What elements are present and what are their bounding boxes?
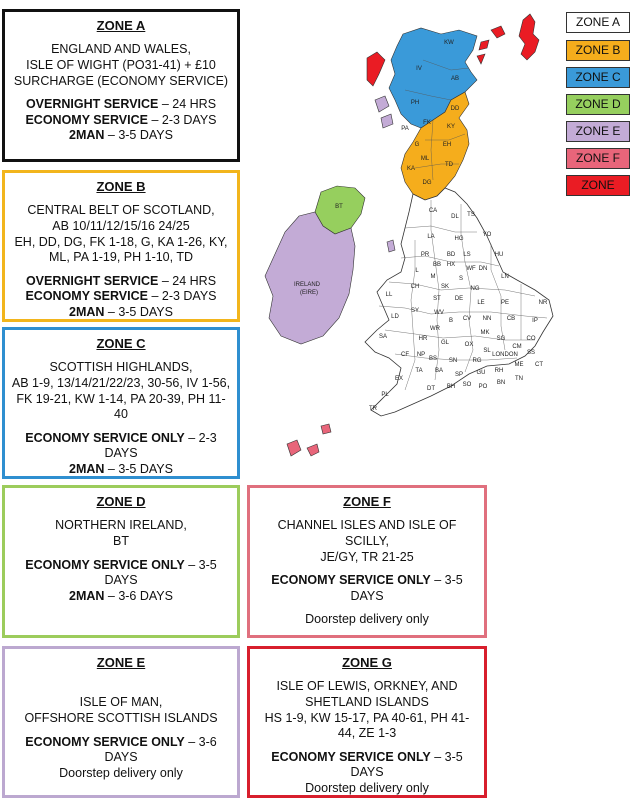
map-label-ireland: IRELAND: [293, 282, 321, 288]
zone-d-service: 2MAN – 3-6 DAYS: [69, 588, 173, 603]
isle-of-lewis: [367, 52, 385, 86]
zone-g-title: ZONE G: [342, 655, 392, 670]
map-label-l: L: [415, 268, 419, 274]
map-label-st: ST: [433, 296, 441, 302]
zone-g-service: ECONOMY SERVICE ONLY – 3-5 DAYS: [271, 749, 463, 780]
map-label-ld: LD: [391, 314, 399, 320]
map-label-cv: CV: [462, 316, 472, 322]
map-label-bh: BH: [446, 384, 456, 390]
map-label-cm: CM: [512, 344, 522, 350]
orkney-islands: [477, 26, 505, 64]
map-label-sk: SK: [440, 284, 450, 290]
zone-d-line: NORTHERN IRELAND,: [55, 518, 187, 533]
zone-d-title: ZONE D: [96, 494, 146, 509]
map-label-sp: SP: [454, 372, 464, 378]
map-label-ml: ML: [420, 156, 430, 162]
zone-b-service: OVERNIGHT SERVICE – 24 HRS: [25, 273, 217, 288]
map-label-po: PO: [478, 384, 488, 390]
map-label-london: LONDON: [492, 352, 518, 358]
map-label-g: G: [414, 142, 420, 148]
map-label-pl: PL: [381, 392, 389, 398]
zone-f-line: JE/GY, TR 21-25: [320, 549, 414, 564]
legend-item-7: ZONE: [566, 175, 630, 196]
map-label-eh: EH: [442, 142, 452, 148]
map-label-ca: CA: [428, 208, 438, 214]
map-label-m: M: [430, 274, 436, 280]
zone-e-title: ZONE E: [96, 655, 146, 670]
map-label-eire: (EIRE): [300, 290, 318, 296]
map-label-ky: KY: [446, 124, 456, 130]
map-label-wf: WF: [466, 266, 476, 272]
zone-b-line: CENTRAL BELT OF SCOTLAND,: [27, 203, 215, 218]
zone-b-title: ZONE B: [96, 179, 146, 194]
zone-f-line: SCILLY,: [344, 533, 389, 548]
map-label-ct: CT: [535, 362, 543, 368]
map-label-bs: BS: [428, 356, 438, 362]
zone-d-line: BT: [113, 533, 129, 548]
map-label-nn: NN: [482, 316, 492, 322]
map-label-hg: HG: [454, 236, 464, 242]
zone-e-box: [2, 646, 240, 798]
map-label-le: LE: [477, 300, 485, 306]
map-label-ls: LS: [463, 252, 471, 258]
zone-b-service: ECONOMY SERVICE – 2-3 DAYS: [25, 289, 217, 304]
map-label-sa: SA: [378, 334, 388, 340]
map-label-pe: PE: [500, 300, 510, 306]
zone-b-box: [2, 170, 240, 322]
zone-a-line: ENGLAND AND WALES,: [51, 42, 191, 57]
map-label-np: NP: [416, 352, 426, 358]
zone-a-line: SURCHARGE (ECONOMY SERVICE): [13, 73, 229, 88]
map-label-td: TD: [445, 162, 453, 168]
map-label-mk: MK: [480, 330, 490, 336]
map-label-ip: IP: [532, 318, 538, 324]
zone-e-line: OFFSHORE SCOTTISH ISLANDS: [24, 710, 218, 725]
map-label-yo: YO: [482, 232, 492, 238]
zone-e-note: Doorstep delivery only: [59, 765, 183, 780]
map-label-b: B: [448, 318, 454, 324]
map-label-cb: CB: [506, 316, 516, 322]
inner-hebrides: [375, 96, 393, 128]
map-label-rh: RH: [494, 368, 504, 374]
zone-f-line: CHANNEL ISLES AND ISLE OF: [277, 518, 457, 533]
map-label-kw: KW: [444, 40, 454, 46]
map-label-cf: CF: [401, 352, 409, 358]
isle-of-man: [387, 240, 395, 252]
zone-c-line: FK 19-21, KW 1-14, PA 20-39, PH 11-: [16, 391, 226, 406]
zone-g-line: HS 1-9, KW 15-17, PA 40-61, PH 41-: [264, 710, 470, 725]
map-label-ts: TS: [467, 212, 475, 218]
map-label-co: CO: [526, 336, 536, 342]
map-label-ox: OX: [464, 342, 474, 348]
map-label-fk: FK: [423, 120, 431, 126]
zone-a-service: OVERNIGHT SERVICE – 24 HRS: [25, 97, 217, 112]
zone-g-line: ISLE OF LEWIS, ORKNEY, AND: [276, 679, 458, 694]
zone-a-service: 2MAN – 3-5 DAYS: [69, 128, 173, 143]
zone-c-line: SCOTTISH HIGHLANDS,: [49, 360, 193, 375]
map-label-wr: WR: [430, 326, 440, 332]
map-label-me: ME: [514, 362, 524, 368]
map-label-ss: SS: [526, 350, 536, 356]
map-label-ex: EX: [394, 376, 404, 382]
map-label-ph: PH: [410, 100, 420, 106]
zone-a-title: ZONE A: [96, 18, 146, 33]
map-label-dt: DT: [427, 386, 435, 392]
map-label-pr: PR: [420, 252, 430, 258]
zone-c-service: ECONOMY SERVICE ONLY – 2-3 DAYS: [25, 430, 217, 461]
map-label-ka: KA: [406, 166, 416, 172]
map-label-dn: DN: [478, 266, 488, 272]
map-label-sl: SL: [483, 348, 491, 354]
map-label-dd: DD: [450, 106, 460, 112]
map-label-dl: DL: [451, 214, 459, 220]
map-label-ng: NG: [470, 286, 480, 292]
map-label-bn: BN: [496, 380, 506, 386]
legend-item-3: ZONE C: [566, 67, 630, 88]
legend-item-6: ZONE F: [566, 148, 630, 169]
zone-d-box: [2, 485, 240, 638]
map-label-tn: TN: [515, 376, 523, 382]
zone-f-title: ZONE F: [343, 494, 391, 509]
zone-f-note: Doorstep delivery only: [305, 612, 429, 627]
map-label-nr: NR: [538, 300, 548, 306]
map-label-sy: SY: [410, 308, 420, 314]
zone-g-note: Doorstep delivery only: [305, 781, 429, 795]
map-label-rg: RG: [472, 358, 482, 364]
zone-b-service: 2MAN – 3-5 DAYS: [69, 305, 173, 319]
map-label-de: DE: [454, 296, 464, 302]
map-label-ll: LL: [385, 292, 393, 298]
england-and-wales: [365, 188, 553, 416]
scottish-highlands: [389, 28, 477, 128]
zone-b-line: ML, PA 1-19, PH 1-10, TD: [48, 250, 194, 265]
zone-c-title: ZONE C: [96, 336, 146, 351]
map-label-dg: DG: [422, 180, 432, 186]
map-label-so: SO: [462, 382, 472, 388]
map-label-gu: GU: [476, 370, 486, 376]
map-label-ab: AB: [450, 76, 460, 82]
map-label-bt: BT: [335, 204, 343, 210]
map-label-sg: SG: [496, 336, 506, 342]
legend-item-2: ZONE B: [566, 40, 630, 61]
map-label-hx: HX: [446, 262, 456, 268]
map-label-ta: TA: [415, 368, 423, 374]
map-label-ch: CH: [410, 284, 420, 290]
zone-f-service: ECONOMY SERVICE ONLY – 3-5 DAYS: [271, 573, 463, 603]
zone-c-service: 2MAN – 3-5 DAYS: [69, 462, 173, 476]
map-label-la: LA: [427, 234, 435, 240]
map-label-ba: BA: [434, 368, 444, 374]
map-label-tr: TR: [369, 406, 377, 412]
zone-c-line: 40: [114, 407, 128, 422]
zone-a-line: ISLE OF WIGHT (PO31-41) + £10: [26, 57, 216, 72]
map-label-bd: BD: [446, 252, 456, 258]
map-label-ln: LN: [501, 274, 509, 280]
zone-d-service: ECONOMY SERVICE ONLY – 3-5 DAYS: [25, 557, 217, 588]
zone-b-line: EH, DD, DG, FK 1-18, G, KA 1-26, KY,: [14, 234, 228, 249]
shetland-islands: [519, 14, 539, 60]
zone-f-box: [247, 485, 487, 638]
zone-g-line: 44, ZE 1-3: [337, 726, 397, 741]
zone-c-box: [2, 327, 240, 479]
zone-a-box: [2, 9, 240, 162]
isles-of-scilly: [321, 424, 331, 434]
zone-c-line: AB 1-9, 13/14/21/22/23, 30-56, IV 1-56,: [11, 375, 231, 390]
map-label-pa: PA: [401, 126, 409, 132]
legend-item-5: ZONE E: [566, 121, 630, 142]
map-label-gl: GL: [440, 340, 450, 346]
map-label-s: S: [458, 276, 464, 282]
legend-item-1: ZONE A: [566, 12, 630, 33]
zone-a-service: ECONOMY SERVICE – 2-3 DAYS: [25, 112, 217, 127]
legend-item-4: ZONE D: [566, 94, 630, 115]
zone-e-line: ISLE OF MAN,: [79, 695, 163, 710]
zone-g-box: [247, 646, 487, 798]
map-label-bb: BB: [432, 262, 442, 268]
map-label-iv: IV: [416, 66, 422, 72]
zone-b-line: AB 10/11/12/15/16 24/25: [52, 218, 190, 233]
channel-islands: [287, 440, 319, 456]
uk-zone-map: [255, 0, 565, 480]
map-label-sn: SN: [448, 358, 458, 364]
zone-g-line: SHETLAND ISLANDS: [305, 694, 429, 709]
map-label-wv: WV: [434, 310, 444, 316]
map-label-hr: HR: [418, 336, 428, 342]
ireland: [265, 212, 355, 344]
map-label-hu: HU: [494, 252, 504, 258]
zone-e-service: ECONOMY SERVICE ONLY – 3-6 DAYS: [25, 734, 217, 765]
